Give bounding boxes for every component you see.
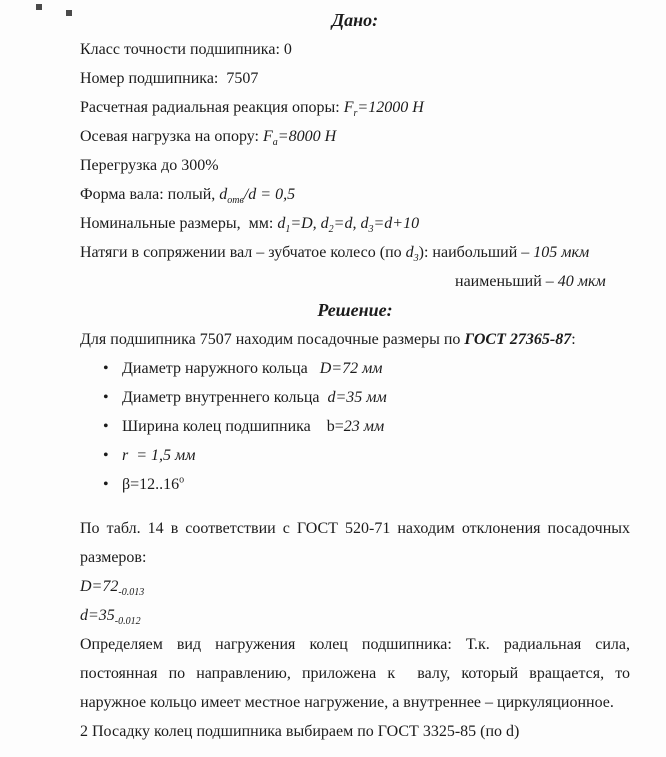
text-run: =D,	[290, 215, 321, 232]
text-run: d	[277, 215, 286, 232]
text-run: D=72	[80, 578, 119, 595]
line-table-deviations	[80, 514, 630, 572]
text-run: d	[320, 215, 329, 232]
line-interference-min	[80, 267, 630, 296]
object-anchor-icon	[36, 4, 42, 10]
text-run: F	[343, 99, 354, 116]
heading-solution	[80, 296, 630, 325]
text-run: β=12..16	[122, 476, 180, 493]
bullet-ring-width	[80, 412, 630, 441]
line-bearing-number	[80, 64, 630, 93]
line-fit-sizes-intro	[80, 325, 630, 354]
text-run: По табл. 14 в соответствии с ГОСТ 520-71 находим отклонения посадочных размеров:	[80, 520, 630, 566]
text-run: -0.012	[114, 616, 141, 628]
text-run: -0.013	[118, 587, 145, 599]
bullet-radius	[80, 441, 630, 470]
text-run: d	[219, 186, 228, 203]
text-run: =d+10	[373, 215, 420, 232]
text-run: d=35 мм	[327, 389, 387, 406]
text-run: Натяги в сопряжении вал – зубчатое колесо (по	[80, 244, 406, 261]
bullet-inner-diameter	[80, 383, 630, 412]
para-cutoff	[80, 717, 630, 746]
text-run: Определяем вид нагружения колец подшипника: Т.к. радиальная сила, постоянная по направлению, приложена к валу, который вращается, то наружное кольцо имеет местное нагружение, а внутреннее – циркуляционное.	[80, 636, 630, 711]
object-anchor-icon	[66, 10, 72, 16]
text-run: 3	[368, 224, 374, 236]
line-shaft-form	[80, 180, 630, 209]
text-run: Осевая нагрузка на опору:	[80, 128, 263, 145]
bullet-icon: •	[103, 418, 109, 435]
bullet-icon: •	[103, 360, 109, 377]
text-run: Номинальные размеры, мм:	[80, 215, 278, 232]
bullet-icon: •	[103, 476, 109, 493]
text-run: Для подшипника 7507 находим посадочные размеры по	[80, 331, 465, 348]
text-run: о	[179, 474, 185, 486]
text-run: Форма вала: полый,	[80, 186, 220, 203]
text-run: Диаметр внутреннего кольца	[122, 389, 328, 406]
line-precision-class	[80, 35, 630, 64]
text-run: 40 мкм	[557, 273, 606, 290]
text-run: ): наибольший –	[418, 244, 534, 261]
line-nominal-sizes	[80, 209, 630, 238]
text-run: Номер подшипника: 7507	[80, 70, 259, 87]
text-run: ГОСТ 27365-87	[464, 331, 572, 348]
bullet-icon: •	[103, 389, 109, 406]
text-run: =d,	[333, 215, 361, 232]
text-run: Решение:	[317, 300, 393, 320]
text-run: 3	[413, 253, 419, 265]
text-run: 2	[328, 224, 334, 236]
text-run: 23 мм	[343, 418, 385, 435]
para-loading-type	[80, 630, 630, 717]
text-run: D=72 мм	[319, 360, 383, 377]
text-run: Дано:	[331, 10, 379, 30]
text-run: 1	[285, 224, 291, 236]
text-run: =12000 Н	[357, 99, 424, 116]
text-run: r	[353, 108, 358, 120]
text-run: d	[360, 215, 369, 232]
text-run: Расчетная радиальная реакция опоры:	[80, 99, 344, 116]
text-run: =8000 Н	[277, 128, 337, 145]
text-run: Ширина колец подшипника b=	[122, 418, 344, 435]
text-run: d	[405, 244, 414, 261]
bullet-icon: •	[103, 447, 109, 464]
text-run: 2 Посадку колец подшипника выбираем по ГОСТ 3325-85 (по d)	[80, 723, 520, 740]
line-tolerance-d	[80, 601, 630, 630]
text-run: /d = 0,5	[243, 186, 296, 203]
text-run: :	[571, 331, 576, 348]
text-run: Перегрузка до 300%	[80, 157, 219, 174]
line-radial-reaction	[80, 93, 630, 122]
line-overload	[80, 151, 630, 180]
bullet-outer-diameter	[80, 354, 630, 383]
text-run: a	[272, 137, 278, 149]
text-run: отв	[227, 195, 244, 207]
heading-given	[80, 6, 630, 35]
text-run: наименьший –	[455, 273, 558, 290]
line-interference-max	[80, 238, 630, 267]
line-axial-load	[80, 122, 630, 151]
text-run: r = 1,5 мм	[122, 447, 196, 464]
text-run: 105 мкм	[533, 244, 590, 261]
text-run: Класс точности подшипника: 0	[80, 41, 292, 58]
text-run: Диаметр наружного кольца	[122, 360, 320, 377]
line-tolerance-D	[80, 572, 630, 601]
text-run: F	[262, 128, 273, 145]
bullet-angle	[80, 470, 630, 499]
text-run: d=35	[80, 607, 115, 624]
